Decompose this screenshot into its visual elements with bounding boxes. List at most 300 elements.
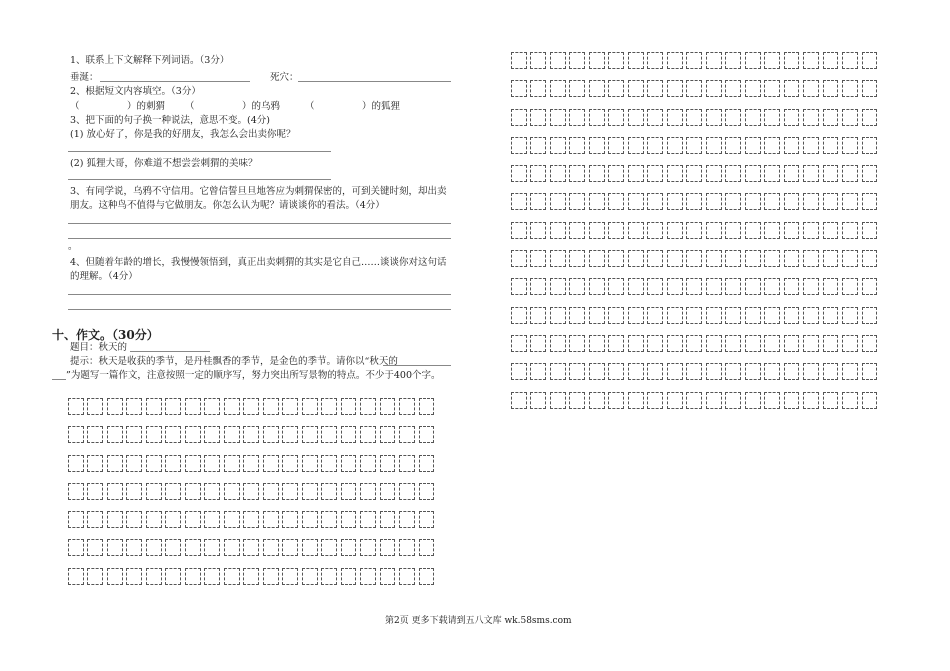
topic-blank[interactable] — [130, 351, 210, 352]
grid-cell[interactable] — [282, 568, 298, 585]
grid-cell[interactable] — [706, 165, 722, 182]
grid-cell[interactable] — [146, 483, 162, 500]
grid-cell[interactable] — [530, 80, 546, 97]
grid-cell[interactable] — [842, 193, 858, 210]
answer-line[interactable] — [68, 223, 451, 224]
grid-cell[interactable] — [608, 335, 624, 352]
grid-cell[interactable] — [589, 137, 605, 154]
title-blank-continued[interactable] — [52, 379, 66, 380]
grid-cell[interactable] — [706, 363, 722, 380]
grid-cell[interactable] — [87, 539, 103, 556]
grid-cell[interactable] — [803, 80, 819, 97]
grid-cell[interactable] — [706, 137, 722, 154]
grid-cell[interactable] — [165, 568, 181, 585]
grid-cell[interactable] — [87, 511, 103, 528]
grid-cell[interactable] — [823, 193, 839, 210]
grid-cell[interactable] — [647, 392, 663, 409]
grid-cell[interactable] — [550, 307, 566, 324]
grid-cell[interactable] — [302, 511, 318, 528]
grid-cell[interactable] — [647, 307, 663, 324]
grid-cell[interactable] — [589, 250, 605, 267]
grid-cell[interactable] — [745, 222, 761, 239]
grid-cell[interactable] — [87, 568, 103, 585]
grid-cell[interactable] — [263, 483, 279, 500]
grid-cell[interactable] — [530, 109, 546, 126]
grid-cell[interactable] — [862, 80, 878, 97]
grid-cell[interactable] — [224, 398, 240, 415]
grid-cell[interactable] — [511, 392, 527, 409]
grid-cell[interactable] — [569, 363, 585, 380]
grid-cell[interactable] — [764, 109, 780, 126]
grid-cell[interactable] — [823, 278, 839, 295]
grid-cell[interactable] — [360, 539, 376, 556]
grid-cell[interactable] — [165, 398, 181, 415]
grid-cell[interactable] — [419, 568, 435, 585]
grid-cell[interactable] — [764, 363, 780, 380]
grid-cell[interactable] — [185, 398, 201, 415]
grid-cell[interactable] — [399, 398, 415, 415]
grid-cell[interactable] — [862, 307, 878, 324]
grid-cell[interactable] — [341, 398, 357, 415]
grid-cell[interactable] — [706, 80, 722, 97]
grid-cell[interactable] — [842, 109, 858, 126]
grid-cell[interactable] — [667, 335, 683, 352]
grid-cell[interactable] — [745, 137, 761, 154]
grid-cell[interactable] — [803, 307, 819, 324]
grid-cell[interactable] — [725, 222, 741, 239]
grid-cell[interactable] — [608, 137, 624, 154]
grid-cell[interactable] — [608, 80, 624, 97]
grid-cell[interactable] — [380, 455, 396, 472]
grid-cell[interactable] — [380, 539, 396, 556]
grid-cell[interactable] — [667, 52, 683, 69]
grid-cell[interactable] — [823, 222, 839, 239]
grid-cell[interactable] — [282, 398, 298, 415]
grid-cell[interactable] — [243, 511, 259, 528]
grid-cell[interactable] — [146, 398, 162, 415]
grid-cell[interactable] — [569, 307, 585, 324]
grid-cell[interactable] — [224, 483, 240, 500]
grid-cell[interactable] — [126, 568, 142, 585]
grid-cell[interactable] — [745, 363, 761, 380]
grid-cell[interactable] — [803, 363, 819, 380]
grid-cell[interactable] — [589, 278, 605, 295]
grid-cell[interactable] — [667, 137, 683, 154]
grid-cell[interactable] — [419, 455, 435, 472]
grid-cell[interactable] — [87, 426, 103, 443]
grid-cell[interactable] — [823, 392, 839, 409]
grid-cell[interactable] — [360, 426, 376, 443]
grid-cell[interactable] — [204, 398, 220, 415]
grid-cell[interactable] — [321, 455, 337, 472]
grid-cell[interactable] — [243, 398, 259, 415]
grid-cell[interactable] — [341, 426, 357, 443]
grid-cell[interactable] — [302, 568, 318, 585]
grid-cell[interactable] — [569, 137, 585, 154]
grid-cell[interactable] — [589, 335, 605, 352]
grid-cell[interactable] — [511, 307, 527, 324]
grid-cell[interactable] — [842, 335, 858, 352]
grid-cell[interactable] — [647, 250, 663, 267]
grid-cell[interactable] — [686, 335, 702, 352]
grid-cell[interactable] — [803, 335, 819, 352]
grid-cell[interactable] — [263, 568, 279, 585]
grid-cell[interactable] — [204, 426, 220, 443]
grid-cell[interactable] — [764, 222, 780, 239]
grid-cell[interactable] — [686, 137, 702, 154]
grid-cell[interactable] — [126, 455, 142, 472]
grid-cell[interactable] — [380, 398, 396, 415]
grid-cell[interactable] — [745, 307, 761, 324]
grid-cell[interactable] — [608, 222, 624, 239]
grid-cell[interactable] — [419, 511, 435, 528]
grid-cell[interactable] — [321, 568, 337, 585]
grid-cell[interactable] — [146, 455, 162, 472]
grid-cell[interactable] — [745, 109, 761, 126]
grid-cell[interactable] — [686, 307, 702, 324]
grid-cell[interactable] — [302, 539, 318, 556]
grid-cell[interactable] — [647, 193, 663, 210]
grid-cell[interactable] — [725, 193, 741, 210]
grid-cell[interactable] — [243, 426, 259, 443]
grid-cell[interactable] — [589, 363, 605, 380]
grid-cell[interactable] — [745, 392, 761, 409]
grid-cell[interactable] — [185, 455, 201, 472]
grid-cell[interactable] — [589, 80, 605, 97]
grid-cell[interactable] — [146, 539, 162, 556]
grid-cell[interactable] — [107, 511, 123, 528]
grid-cell[interactable] — [647, 165, 663, 182]
grid-cell[interactable] — [243, 568, 259, 585]
grid-cell[interactable] — [341, 483, 357, 500]
grid-cell[interactable] — [647, 137, 663, 154]
grid-cell[interactable] — [784, 193, 800, 210]
grid-cell[interactable] — [302, 455, 318, 472]
grid-cell[interactable] — [842, 137, 858, 154]
grid-cell[interactable] — [550, 250, 566, 267]
grid-cell[interactable] — [628, 250, 644, 267]
grid-cell[interactable] — [842, 222, 858, 239]
grid-cell[interactable] — [706, 278, 722, 295]
grid-cell[interactable] — [107, 539, 123, 556]
grid-cell[interactable] — [263, 455, 279, 472]
grid-cell[interactable] — [647, 109, 663, 126]
grid-cell[interactable] — [647, 222, 663, 239]
grid-cell[interactable] — [745, 165, 761, 182]
grid-cell[interactable] — [87, 483, 103, 500]
grid-cell[interactable] — [628, 193, 644, 210]
grid-cell[interactable] — [686, 165, 702, 182]
grid-cell[interactable] — [862, 137, 878, 154]
grid-cell[interactable] — [667, 392, 683, 409]
grid-cell[interactable] — [224, 539, 240, 556]
grid-cell[interactable] — [628, 52, 644, 69]
grid-cell[interactable] — [185, 511, 201, 528]
grid-cell[interactable] — [784, 335, 800, 352]
grid-cell[interactable] — [185, 426, 201, 443]
grid-cell[interactable] — [686, 193, 702, 210]
grid-cell[interactable] — [380, 511, 396, 528]
grid-cell[interactable] — [706, 52, 722, 69]
grid-cell[interactable] — [321, 426, 337, 443]
grid-cell[interactable] — [569, 222, 585, 239]
grid-cell[interactable] — [803, 109, 819, 126]
grid-cell[interactable] — [589, 165, 605, 182]
grid-cell[interactable] — [399, 568, 415, 585]
grid-cell[interactable] — [628, 363, 644, 380]
grid-cell[interactable] — [341, 455, 357, 472]
grid-cell[interactable] — [511, 278, 527, 295]
grid-cell[interactable] — [764, 335, 780, 352]
grid-cell[interactable] — [569, 392, 585, 409]
grid-cell[interactable] — [784, 109, 800, 126]
grid-cell[interactable] — [608, 307, 624, 324]
grid-cell[interactable] — [725, 307, 741, 324]
grid-cell[interactable] — [862, 392, 878, 409]
grid-cell[interactable] — [842, 392, 858, 409]
grid-cell[interactable] — [725, 335, 741, 352]
grid-cell[interactable] — [608, 392, 624, 409]
grid-cell[interactable] — [764, 193, 780, 210]
grid-cell[interactable] — [68, 568, 84, 585]
grid-cell[interactable] — [667, 363, 683, 380]
grid-cell[interactable] — [589, 193, 605, 210]
grid-cell[interactable] — [569, 335, 585, 352]
grid-cell[interactable] — [146, 426, 162, 443]
grid-cell[interactable] — [667, 278, 683, 295]
grid-cell[interactable] — [282, 483, 298, 500]
grid-cell[interactable] — [803, 165, 819, 182]
grid-cell[interactable] — [764, 52, 780, 69]
grid-cell[interactable] — [628, 165, 644, 182]
grid-cell[interactable] — [224, 511, 240, 528]
grid-cell[interactable] — [784, 278, 800, 295]
grid-cell[interactable] — [282, 511, 298, 528]
grid-cell[interactable] — [185, 568, 201, 585]
grid-cell[interactable] — [511, 52, 527, 69]
grid-cell[interactable] — [87, 455, 103, 472]
answer-line[interactable] — [68, 294, 451, 295]
grid-cell[interactable] — [419, 483, 435, 500]
grid-cell[interactable] — [302, 426, 318, 443]
grid-cell[interactable] — [764, 307, 780, 324]
grid-cell[interactable] — [419, 398, 435, 415]
grid-cell[interactable] — [862, 278, 878, 295]
grid-cell[interactable] — [842, 363, 858, 380]
grid-cell[interactable] — [263, 398, 279, 415]
grid-cell[interactable] — [706, 109, 722, 126]
answer-line[interactable] — [298, 81, 451, 82]
grid-cell[interactable] — [628, 335, 644, 352]
grid-cell[interactable] — [725, 109, 741, 126]
grid-cell[interactable] — [667, 165, 683, 182]
grid-cell[interactable] — [725, 80, 741, 97]
grid-cell[interactable] — [419, 426, 435, 443]
grid-cell[interactable] — [764, 80, 780, 97]
grid-cell[interactable] — [608, 250, 624, 267]
grid-cell[interactable] — [569, 193, 585, 210]
grid-cell[interactable] — [511, 335, 527, 352]
grid-cell[interactable] — [165, 539, 181, 556]
grid-cell[interactable] — [784, 392, 800, 409]
grid-cell[interactable] — [550, 335, 566, 352]
grid-cell[interactable] — [725, 250, 741, 267]
grid-cell[interactable] — [784, 250, 800, 267]
grid-cell[interactable] — [823, 363, 839, 380]
grid-cell[interactable] — [628, 392, 644, 409]
grid-cell[interactable] — [165, 483, 181, 500]
grid-cell[interactable] — [686, 52, 702, 69]
grid-cell[interactable] — [68, 398, 84, 415]
grid-cell[interactable] — [823, 307, 839, 324]
grid-cell[interactable] — [803, 392, 819, 409]
grid-cell[interactable] — [842, 278, 858, 295]
grid-cell[interactable] — [862, 193, 878, 210]
grid-cell[interactable] — [530, 222, 546, 239]
grid-cell[interactable] — [68, 426, 84, 443]
grid-cell[interactable] — [530, 250, 546, 267]
grid-cell[interactable] — [107, 483, 123, 500]
writing-grid-left[interactable] — [68, 398, 434, 585]
grid-cell[interactable] — [628, 137, 644, 154]
grid-cell[interactable] — [725, 137, 741, 154]
grid-cell[interactable] — [803, 222, 819, 239]
grid-cell[interactable] — [706, 222, 722, 239]
grid-cell[interactable] — [667, 109, 683, 126]
grid-cell[interactable] — [589, 52, 605, 69]
grid-cell[interactable] — [628, 307, 644, 324]
grid-cell[interactable] — [550, 222, 566, 239]
grid-cell[interactable] — [321, 398, 337, 415]
grid-cell[interactable] — [399, 511, 415, 528]
grid-cell[interactable] — [647, 52, 663, 69]
grid-cell[interactable] — [686, 278, 702, 295]
grid-cell[interactable] — [686, 392, 702, 409]
grid-cell[interactable] — [204, 455, 220, 472]
grid-cell[interactable] — [706, 193, 722, 210]
grid-cell[interactable] — [608, 52, 624, 69]
grid-cell[interactable] — [823, 137, 839, 154]
grid-cell[interactable] — [608, 278, 624, 295]
grid-cell[interactable] — [341, 568, 357, 585]
grid-cell[interactable] — [419, 539, 435, 556]
grid-cell[interactable] — [784, 137, 800, 154]
grid-cell[interactable] — [725, 363, 741, 380]
grid-cell[interactable] — [68, 483, 84, 500]
grid-cell[interactable] — [784, 52, 800, 69]
grid-cell[interactable] — [686, 109, 702, 126]
grid-cell[interactable] — [126, 539, 142, 556]
grid-cell[interactable] — [146, 511, 162, 528]
grid-cell[interactable] — [263, 426, 279, 443]
grid-cell[interactable] — [550, 137, 566, 154]
grid-cell[interactable] — [686, 250, 702, 267]
grid-cell[interactable] — [530, 193, 546, 210]
grid-cell[interactable] — [165, 455, 181, 472]
grid-cell[interactable] — [530, 363, 546, 380]
grid-cell[interactable] — [628, 278, 644, 295]
grid-cell[interactable] — [511, 193, 527, 210]
grid-cell[interactable] — [360, 568, 376, 585]
grid-cell[interactable] — [380, 568, 396, 585]
grid-cell[interactable] — [550, 278, 566, 295]
answer-line[interactable] — [68, 151, 331, 152]
grid-cell[interactable] — [667, 307, 683, 324]
grid-cell[interactable] — [68, 455, 84, 472]
grid-cell[interactable] — [764, 165, 780, 182]
grid-cell[interactable] — [764, 250, 780, 267]
grid-cell[interactable] — [725, 392, 741, 409]
grid-cell[interactable] — [745, 250, 761, 267]
grid-cell[interactable] — [569, 52, 585, 69]
grid-cell[interactable] — [341, 511, 357, 528]
grid-cell[interactable] — [823, 80, 839, 97]
grid-cell[interactable] — [862, 250, 878, 267]
grid-cell[interactable] — [842, 80, 858, 97]
grid-cell[interactable] — [399, 426, 415, 443]
grid-cell[interactable] — [399, 455, 415, 472]
grid-cell[interactable] — [360, 483, 376, 500]
grid-cell[interactable] — [224, 426, 240, 443]
grid-cell[interactable] — [589, 392, 605, 409]
grid-cell[interactable] — [608, 363, 624, 380]
grid-cell[interactable] — [803, 250, 819, 267]
grid-cell[interactable] — [204, 511, 220, 528]
grid-cell[interactable] — [550, 363, 566, 380]
grid-cell[interactable] — [667, 250, 683, 267]
grid-cell[interactable] — [550, 52, 566, 69]
grid-cell[interactable] — [282, 426, 298, 443]
grid-cell[interactable] — [282, 455, 298, 472]
grid-cell[interactable] — [550, 80, 566, 97]
grid-cell[interactable] — [803, 193, 819, 210]
grid-cell[interactable] — [68, 511, 84, 528]
grid-cell[interactable] — [126, 398, 142, 415]
grid-cell[interactable] — [550, 165, 566, 182]
grid-cell[interactable] — [823, 109, 839, 126]
grid-cell[interactable] — [399, 483, 415, 500]
grid-cell[interactable] — [511, 363, 527, 380]
grid-cell[interactable] — [725, 52, 741, 69]
grid-cell[interactable] — [107, 426, 123, 443]
grid-cell[interactable] — [862, 165, 878, 182]
grid-cell[interactable] — [511, 80, 527, 97]
grid-cell[interactable] — [530, 278, 546, 295]
grid-cell[interactable] — [628, 80, 644, 97]
grid-cell[interactable] — [282, 539, 298, 556]
grid-cell[interactable] — [862, 222, 878, 239]
grid-cell[interactable] — [126, 426, 142, 443]
grid-cell[interactable] — [321, 511, 337, 528]
grid-cell[interactable] — [823, 335, 839, 352]
grid-cell[interactable] — [745, 278, 761, 295]
grid-cell[interactable] — [784, 363, 800, 380]
grid-cell[interactable] — [706, 392, 722, 409]
grid-cell[interactable] — [842, 307, 858, 324]
grid-cell[interactable] — [569, 278, 585, 295]
grid-cell[interactable] — [667, 222, 683, 239]
grid-cell[interactable] — [725, 278, 741, 295]
grid-cell[interactable] — [204, 539, 220, 556]
grid-cell[interactable] — [608, 165, 624, 182]
grid-cell[interactable] — [243, 539, 259, 556]
grid-cell[interactable] — [243, 483, 259, 500]
grid-cell[interactable] — [569, 165, 585, 182]
grid-cell[interactable] — [647, 363, 663, 380]
grid-cell[interactable] — [511, 165, 527, 182]
grid-cell[interactable] — [530, 392, 546, 409]
grid-cell[interactable] — [224, 455, 240, 472]
